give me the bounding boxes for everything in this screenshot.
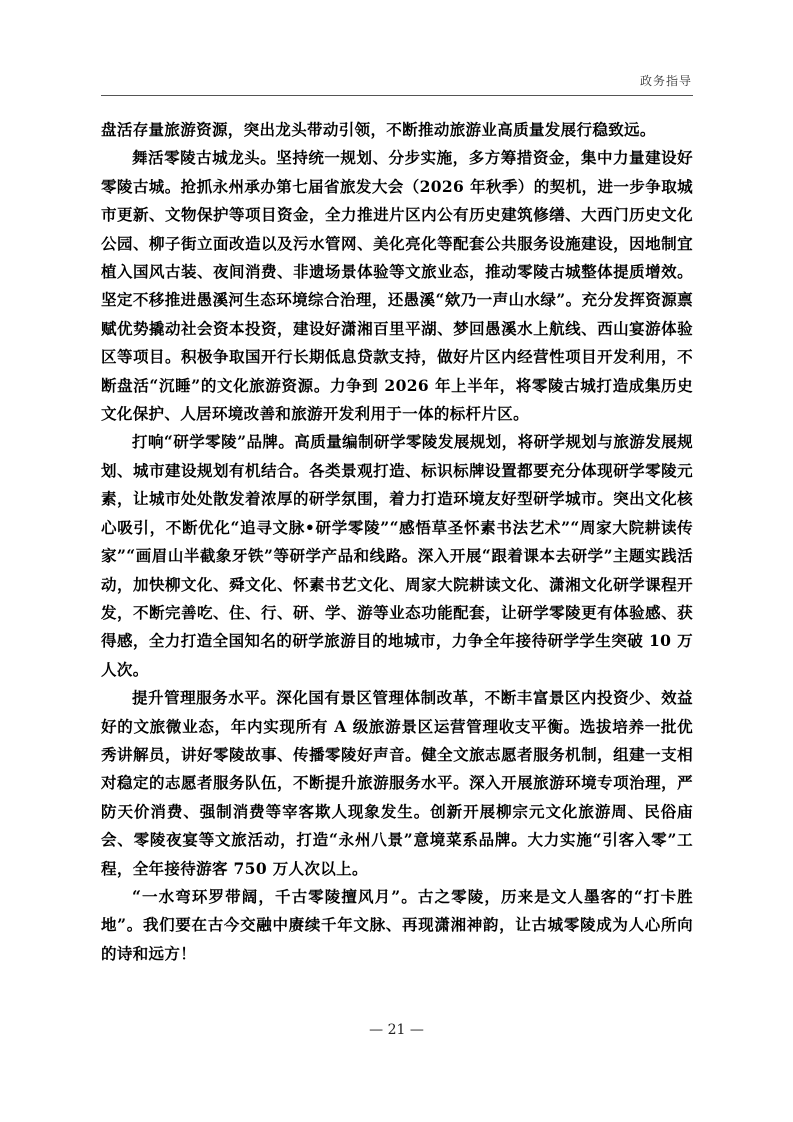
paragraph-service: 提升管理服务水平。深化国有景区管理体制改革，不断丰富景区内投资少、效益好的文旅微业态，年内实现所有 A 级旅游景区运营管理收支平衡。选拔培养一批优秀讲解员，讲好零陵故事、传播零陵好声音。健全文旅志愿者服务机制，组建一支相对稳定的志愿者服务队伍，不断提升旅游服务水平。深入开展旅游环境专项治理，严防天价消费、强制消费等宰客欺人现象发生。创新开展柳宗元文化旅游周、民俗庙会、零陵夜宴等文旅活动，打造“永州八景”意境菜系品牌。大力实施“引客入零”工程，全年接待游客 750 万人次以上。 — [101, 688, 693, 878]
paragraph-study-tour: 打响“研学零陵”品牌。高质量编制研学零陵发展规划，将研学规划与旅游发展规划、城市建设规划有机结合。各类景观打造、标识标牌设置都要充分体现研学零陵元素，让城市处处散发着浓厚的研学氛围，着力打造环境友好型研学城市。突出文化核心吸引，不断优化“追寻文脉•研学零陵”“感悟草圣怀素书法艺术”“周家大院耕读传家”“画眉山半截象牙铁”等研学产品和线路。深入开展“跟着课本去研学”主题实践活动，加快柳文化、舜文化、怀素书艺文化、周家大院耕读文化、潇湘文化研学课程开发，不断完善吃、住、行、研、学、游等业态功能配套，让研学零陵更有体验感、获得感，全力打造全国知名的研学旅游目的地城市，力争全年接待研学学生突破 10 万人次。 — [101, 432, 693, 679]
paragraph-closing: “一水弯环罗带阔，千古零陵擅风月”。古之零陵，历来是文人墨客的“打卡胜地”。我们要在古今交融中赓续千年文脉、再现潇湘神韵，让古城零陵成为人心所向的诗和远方！ — [101, 886, 693, 963]
paragraph-continuation: 盘活存量旅游资源，突出龙头带动引领，不断推动旅游业高质量发展行稳致远。 — [101, 120, 656, 139]
paragraph-old-town: 舞活零陵古城龙头。坚持统一规划、分步实施，多方筹措资金，集中力量建设好零陵古城。抢抓永州承办第七届省旅发大会（2026 年秋季）的契机，进一步争取城市更新、文物保护等项目资金，全力推进片区内公有历史建筑修缮、大西门历史文化公园、柳子街立面改造以及污水管网、美化亮化等配套公共服务设施建设，因地制宜植入国风古装、夜间消费、非遗场景体验等文旅业态，推动零陵古城整体提质增效。坚定不移推进愚溪河生态环境综合治理，还愚溪“欸乃一声山水绿”。充分发挥资源禀赋优势撬动社会资本投资，建设好潇湘百里平湖、梦回愚溪水上航线、西山宴游体验区等项目。积极争取国开行长期低息贷款支持，做好片区内经营性项目开发利用，不断盘活“沉睡”的文化旅游资源。力争到 2026 年上半年，将零陵古城打造成集历史文化保护、人居环境改善和旅游开发利用于一体的标杆片区。 — [101, 148, 693, 424]
header-rule — [101, 95, 693, 96]
page-number: — 21 — — [369, 1022, 424, 1038]
section-label: 政务指导 — [639, 74, 692, 88]
article-body — [101, 116, 693, 968]
